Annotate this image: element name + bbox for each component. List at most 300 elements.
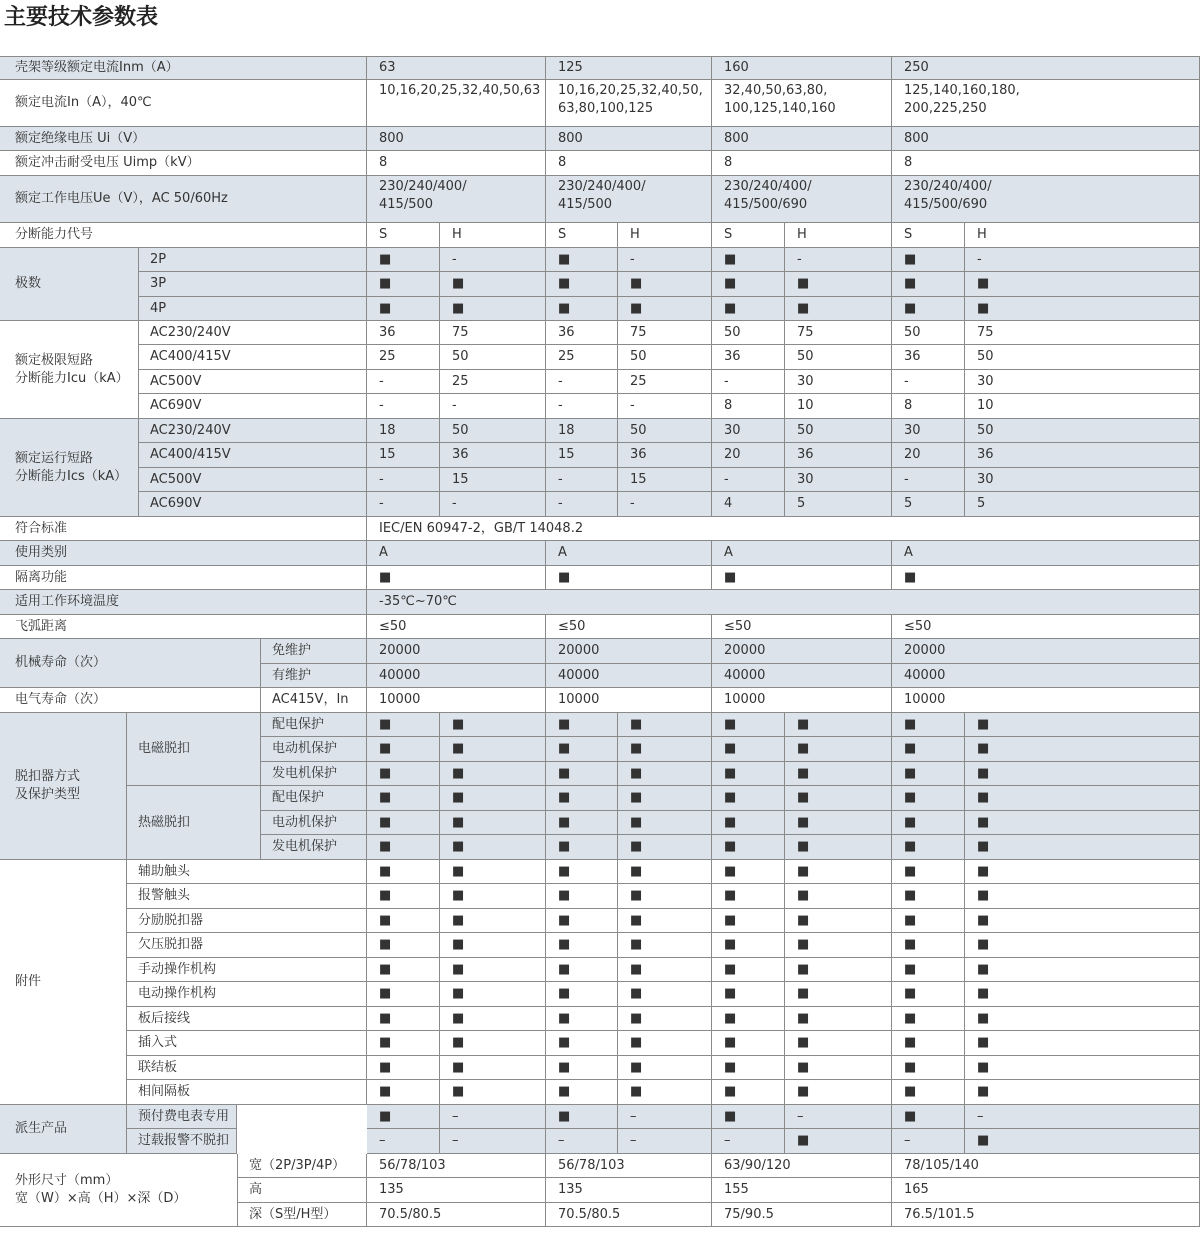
table-cell: 5 — [785, 492, 892, 517]
table-cell: ■ — [618, 297, 712, 321]
table-cell: ■ — [367, 713, 440, 737]
table-cell: S — [892, 223, 965, 248]
table-cell: ■ — [785, 713, 892, 737]
table-cell: ■ — [965, 1031, 1200, 1056]
table-cell: 10 — [785, 394, 892, 419]
table-cell: ■ — [892, 884, 965, 909]
row-label: 预付费电表专用 — [127, 1105, 237, 1129]
table-cell: ■ — [892, 248, 965, 272]
table-cell: 25 — [618, 370, 712, 394]
table-cell: ■ — [367, 1105, 440, 1129]
table-cell: 125 — [546, 56, 712, 80]
table-cell: ■ — [546, 933, 618, 958]
table-cell: - — [892, 370, 965, 394]
table-cell: ■ — [618, 958, 712, 982]
table-cell: IEC/EN 60947-2，GB/T 14048.2 — [367, 517, 1200, 541]
table-cell: ■ — [965, 713, 1200, 737]
table-cell: ■ — [892, 811, 965, 835]
table-cell: 135 — [367, 1178, 546, 1203]
table-cell: ■ — [712, 860, 785, 884]
table-cell: 63 — [367, 56, 546, 80]
row-label: 机械寿命（次） — [0, 639, 261, 688]
table-cell: ■ — [892, 933, 965, 958]
table-cell: – — [892, 1129, 965, 1154]
table-cell: H — [785, 223, 892, 248]
table-cell: ■ — [618, 737, 712, 762]
table-cell: ■ — [546, 737, 618, 762]
table-cell: 15 — [618, 468, 712, 492]
row-label: 派生产品 — [0, 1105, 127, 1154]
table-cell: 36 — [546, 321, 618, 345]
table-cell: 8 — [892, 151, 1200, 176]
table-cell: 30 — [785, 370, 892, 394]
table-cell: ■ — [440, 272, 546, 297]
table-cell: ■ — [712, 811, 785, 835]
table-cell: ■ — [965, 1007, 1200, 1031]
table-cell: ■ — [712, 762, 785, 786]
table-cell: ■ — [965, 272, 1200, 297]
table-cell: ■ — [892, 909, 965, 933]
row-label: 2P — [139, 248, 367, 272]
table-cell: - — [546, 370, 618, 394]
table-cell: ■ — [546, 1080, 618, 1105]
table-cell: ■ — [367, 297, 440, 321]
table-cell: 36 — [965, 443, 1200, 468]
table-cell: 10,16,20,25,32,40,50, 63,80,100,125 — [546, 80, 712, 127]
row-label: 热磁脱扣 — [127, 786, 261, 860]
row-label: 相间隔板 — [127, 1080, 367, 1105]
row-label: 符合标准 — [0, 517, 367, 541]
row-label: 脱扣器方式 及保护类型 — [0, 713, 127, 860]
row-label: 极数 — [0, 248, 139, 321]
table-cell: 230/240/400/ 415/500 — [367, 176, 546, 223]
table-cell: ■ — [785, 884, 892, 909]
table-cell: ■ — [440, 1056, 546, 1080]
table-cell: - — [546, 468, 618, 492]
table-cell: 800 — [712, 127, 892, 151]
table-cell: ■ — [367, 884, 440, 909]
row-label: 联结板 — [127, 1056, 367, 1080]
table-cell: – — [440, 1129, 546, 1154]
table-cell: ■ — [367, 566, 546, 590]
table-cell: ■ — [892, 1105, 965, 1129]
row-label: 免维护 — [261, 639, 367, 664]
table-cell: - — [965, 248, 1200, 272]
row-label: 分断能力代号 — [0, 223, 367, 248]
table-cell: 36 — [618, 443, 712, 468]
table-cell: ■ — [546, 272, 618, 297]
table-cell: ■ — [785, 1056, 892, 1080]
table-cell: – — [618, 1105, 712, 1129]
row-label: 欠压脱扣器 — [127, 933, 367, 958]
table-cell: ■ — [546, 786, 618, 811]
table-cell: H — [440, 223, 546, 248]
table-cell: ≤50 — [712, 615, 892, 639]
table-cell: 30 — [712, 419, 785, 443]
table-cell: ■ — [546, 860, 618, 884]
table-cell: ■ — [618, 713, 712, 737]
table-cell: ■ — [892, 1031, 965, 1056]
row-label: 插入式 — [127, 1031, 367, 1056]
row-label: 深（S型/H型） — [238, 1203, 367, 1227]
table-cell: ■ — [440, 835, 546, 860]
table-cell: 50 — [785, 419, 892, 443]
table-cell: ■ — [785, 835, 892, 860]
table-cell: ■ — [367, 786, 440, 811]
table-cell: ≤50 — [892, 615, 1200, 639]
table-cell: ■ — [965, 811, 1200, 835]
table-cell: - — [367, 394, 440, 419]
table-cell: ■ — [712, 1080, 785, 1105]
table-cell: ■ — [367, 248, 440, 272]
table-cell: ■ — [712, 1031, 785, 1056]
table-cell: ■ — [965, 860, 1200, 884]
table-cell: ■ — [892, 860, 965, 884]
table-cell: ■ — [546, 566, 712, 590]
table-cell: 20000 — [712, 639, 892, 664]
table-cell: ■ — [367, 1056, 440, 1080]
table-cell: ≤50 — [546, 615, 712, 639]
table-cell: ■ — [785, 1129, 892, 1154]
row-label: 高 — [238, 1178, 367, 1203]
table-cell: ■ — [965, 933, 1200, 958]
table-cell: 75 — [785, 321, 892, 345]
table-cell: -35℃~70℃ — [367, 590, 1200, 615]
table-cell: – — [440, 1105, 546, 1129]
row-label: 电气寿命（次） — [0, 688, 261, 713]
table-cell: ■ — [965, 786, 1200, 811]
table-cell: 8 — [546, 151, 712, 176]
table-cell: A — [367, 541, 546, 566]
row-label: AC400/415V — [139, 345, 367, 370]
row-label: 电动操作机构 — [127, 982, 367, 1007]
table-cell: ■ — [892, 272, 965, 297]
table-cell: ■ — [367, 982, 440, 1007]
table-cell: ■ — [618, 811, 712, 835]
table-cell: 36 — [712, 345, 785, 370]
table-cell: ■ — [785, 933, 892, 958]
table-cell: ■ — [546, 762, 618, 786]
table-cell: 50 — [965, 419, 1200, 443]
table-cell: ■ — [618, 272, 712, 297]
row-label: 配电保护 — [261, 786, 367, 811]
table-cell: 50 — [965, 345, 1200, 370]
table-cell: S — [546, 223, 618, 248]
table-cell: ■ — [712, 835, 785, 860]
table-cell: – — [546, 1129, 618, 1154]
table-cell: ■ — [440, 786, 546, 811]
row-label: 额定电流In（A），40℃ — [0, 80, 367, 127]
table-cell: 30 — [965, 370, 1200, 394]
table-cell: - — [367, 468, 440, 492]
row-label: AC230/240V — [139, 321, 367, 345]
table-cell: ■ — [712, 297, 785, 321]
table-cell: 800 — [892, 127, 1200, 151]
table-cell: ■ — [892, 1007, 965, 1031]
table-cell: ■ — [712, 248, 785, 272]
table-cell: ■ — [546, 1105, 618, 1129]
table-cell: 25 — [546, 345, 618, 370]
table-cell: - — [712, 468, 785, 492]
table-cell: 5 — [892, 492, 965, 517]
table-cell: ■ — [712, 1007, 785, 1031]
table-cell: 155 — [712, 1178, 892, 1203]
table-cell: ■ — [785, 860, 892, 884]
table-cell: ■ — [965, 909, 1200, 933]
table-cell: ■ — [367, 860, 440, 884]
table-cell: ■ — [892, 297, 965, 321]
table-cell: – — [965, 1105, 1200, 1129]
table-cell: A — [546, 541, 712, 566]
row-label: 电动机保护 — [261, 737, 367, 762]
table-cell: ■ — [367, 1031, 440, 1056]
table-cell: ■ — [618, 982, 712, 1007]
table-cell: ■ — [965, 1080, 1200, 1105]
table-cell: ■ — [367, 1007, 440, 1031]
table-cell: ■ — [618, 786, 712, 811]
spec-table — [0, 56, 1200, 1233]
row-label: 壳架等级额定电流Inm（A） — [0, 56, 367, 80]
table-cell: ■ — [367, 762, 440, 786]
table-cell: ■ — [785, 909, 892, 933]
table-cell: 75 — [618, 321, 712, 345]
row-label: 有维护 — [261, 664, 367, 688]
table-cell: 76.5/101.5 — [892, 1203, 1200, 1227]
table-cell: – — [618, 1129, 712, 1154]
table-cell: ■ — [712, 1056, 785, 1080]
table-cell: - — [546, 492, 618, 517]
table-cell: 25 — [367, 345, 440, 370]
table-cell: ■ — [546, 982, 618, 1007]
table-cell: 8 — [712, 394, 785, 419]
row-label: AC230/240V — [139, 419, 367, 443]
table-cell: ■ — [440, 1080, 546, 1105]
table-cell: ■ — [618, 860, 712, 884]
table-cell: ■ — [618, 1007, 712, 1031]
table-cell: ■ — [785, 1080, 892, 1105]
table-cell: ■ — [712, 713, 785, 737]
table-cell: ■ — [440, 909, 546, 933]
table-cell: ■ — [785, 737, 892, 762]
table-cell: 10000 — [546, 688, 712, 713]
table-cell: ■ — [785, 982, 892, 1007]
table-cell: 63/90/120 — [712, 1154, 892, 1178]
table-cell: 165 — [892, 1178, 1200, 1203]
table-cell: - — [440, 492, 546, 517]
row-label: 宽（2P/3P/4P） — [238, 1154, 367, 1178]
table-cell: 50 — [712, 321, 785, 345]
table-cell: S — [712, 223, 785, 248]
table-cell: ■ — [965, 1129, 1200, 1154]
table-cell: A — [712, 541, 892, 566]
table-cell: 40000 — [546, 664, 712, 688]
table-cell: ■ — [367, 272, 440, 297]
table-cell: - — [440, 394, 546, 419]
row-label: AC415V，In — [261, 688, 367, 713]
table-cell: ■ — [712, 566, 892, 590]
table-cell: 15 — [367, 443, 440, 468]
table-cell: 36 — [785, 443, 892, 468]
table-cell: ■ — [712, 786, 785, 811]
table-cell: 30 — [965, 468, 1200, 492]
table-cell: 18 — [367, 419, 440, 443]
table-cell: ■ — [367, 909, 440, 933]
table-cell: ■ — [712, 958, 785, 982]
table-cell: 50 — [892, 321, 965, 345]
table-cell: ■ — [965, 982, 1200, 1007]
table-cell: 32,40,50,63,80, 100,125,140,160 — [712, 80, 892, 127]
table-cell: 10000 — [892, 688, 1200, 713]
table-cell: - — [618, 394, 712, 419]
table-cell: ■ — [367, 958, 440, 982]
row-label: 发电机保护 — [261, 762, 367, 786]
table-cell: 75 — [965, 321, 1200, 345]
table-cell: ■ — [618, 1056, 712, 1080]
table-cell: ■ — [712, 909, 785, 933]
row-label: AC400/415V — [139, 443, 367, 468]
table-cell: 36 — [440, 443, 546, 468]
table-cell: ■ — [785, 958, 892, 982]
table-cell: 5 — [965, 492, 1200, 517]
table-cell: ■ — [367, 835, 440, 860]
table-cell: ■ — [546, 811, 618, 835]
table-cell: ■ — [892, 786, 965, 811]
table-cell: ■ — [785, 762, 892, 786]
table-cell: 8 — [712, 151, 892, 176]
table-cell: ■ — [546, 835, 618, 860]
row-label: 手动操作机构 — [127, 958, 367, 982]
table-cell: ■ — [892, 737, 965, 762]
table-cell: ■ — [440, 958, 546, 982]
table-cell: ■ — [618, 884, 712, 909]
row-label: 额定运行短路 分断能力Ics（kA） — [0, 419, 139, 517]
row-label: 电动机保护 — [261, 811, 367, 835]
row-label: 附件 — [0, 860, 127, 1105]
table-cell: 40000 — [712, 664, 892, 688]
table-cell: 8 — [367, 151, 546, 176]
table-cell: 20 — [712, 443, 785, 468]
table-cell: - — [546, 394, 618, 419]
table-cell: 50 — [440, 419, 546, 443]
table-cell: ■ — [618, 933, 712, 958]
table-cell: ■ — [712, 737, 785, 762]
table-cell: - — [367, 492, 440, 517]
table-cell: ■ — [367, 737, 440, 762]
table-cell: 8 — [892, 394, 965, 419]
table-cell: 20 — [892, 443, 965, 468]
row-label: 飞弧距离 — [0, 615, 367, 639]
row-label: 4P — [139, 297, 367, 321]
table-cell: 50 — [618, 419, 712, 443]
table-cell: 230/240/400/ 415/500/690 — [892, 176, 1200, 223]
table-cell: ■ — [892, 835, 965, 860]
table-cell: ■ — [892, 566, 1200, 590]
table-cell: 135 — [546, 1178, 712, 1203]
table-cell: 800 — [546, 127, 712, 151]
table-cell: ■ — [618, 1031, 712, 1056]
table-cell: ■ — [618, 909, 712, 933]
table-cell: - — [618, 248, 712, 272]
table-cell: 230/240/400/ 415/500/690 — [712, 176, 892, 223]
table-cell: ■ — [712, 982, 785, 1007]
table-cell: ■ — [965, 835, 1200, 860]
table-cell: 78/105/140 — [892, 1154, 1200, 1178]
row-label: AC690V — [139, 492, 367, 517]
table-cell: 70.5/80.5 — [546, 1203, 712, 1227]
table-cell: 18 — [546, 419, 618, 443]
table-cell: ■ — [440, 1031, 546, 1056]
table-cell: ■ — [440, 297, 546, 321]
row-label: 3P — [139, 272, 367, 297]
table-cell: ■ — [785, 1007, 892, 1031]
table-cell: ■ — [965, 884, 1200, 909]
table-cell: ■ — [546, 958, 618, 982]
table-cell: - — [892, 468, 965, 492]
table-cell: ■ — [965, 737, 1200, 762]
table-cell: ■ — [892, 958, 965, 982]
table-cell: 70.5/80.5 — [367, 1203, 546, 1227]
row-label: 过载报警不脱扣 — [127, 1129, 237, 1154]
table-cell: ■ — [785, 786, 892, 811]
table-cell: ■ — [367, 811, 440, 835]
table-cell: H — [965, 223, 1200, 248]
row-label: 适用工作环境温度 — [0, 590, 367, 615]
table-cell: ■ — [785, 272, 892, 297]
row-label: 额定冲击耐受电压 Uimp（kV） — [0, 151, 367, 176]
row-label: 辅助触头 — [127, 860, 367, 884]
table-cell: ■ — [440, 982, 546, 1007]
row-label: 配电保护 — [261, 713, 367, 737]
table-cell: ■ — [440, 737, 546, 762]
table-cell: 50 — [618, 345, 712, 370]
table-cell: 250 — [892, 56, 1200, 80]
table-cell: 4 — [712, 492, 785, 517]
table-cell: ■ — [712, 272, 785, 297]
table-cell: 160 — [712, 56, 892, 80]
table-cell: S — [367, 223, 440, 248]
table-cell: 56/78/103 — [367, 1154, 546, 1178]
row-label: 隔离功能 — [0, 566, 367, 590]
table-cell: ≤50 — [367, 615, 546, 639]
table-cell: ■ — [712, 933, 785, 958]
table-cell: 10,16,20,25,32,40,50,63 — [367, 80, 546, 127]
table-cell: ■ — [440, 762, 546, 786]
page-title: 主要技术参数表 — [4, 5, 159, 30]
table-cell: ■ — [892, 762, 965, 786]
table-cell: 40000 — [367, 664, 546, 688]
table-cell: 30 — [785, 468, 892, 492]
row-label: AC500V — [139, 468, 367, 492]
table-cell: ■ — [712, 1105, 785, 1129]
table-cell: 10000 — [367, 688, 546, 713]
table-cell: ■ — [546, 1007, 618, 1031]
table-cell: ■ — [367, 1080, 440, 1105]
table-cell: ■ — [546, 248, 618, 272]
table-cell: ■ — [965, 297, 1200, 321]
table-cell: ■ — [440, 884, 546, 909]
table-cell: ■ — [440, 811, 546, 835]
row-label: 外形尺寸（mm） 宽（W）×高（H）×深（D） — [0, 1154, 238, 1227]
table-cell: ■ — [965, 1056, 1200, 1080]
table-cell: 50 — [440, 345, 546, 370]
row-label: AC500V — [139, 370, 367, 394]
table-cell: – — [367, 1129, 440, 1154]
table-cell: - — [440, 248, 546, 272]
table-cell: H — [618, 223, 712, 248]
table-cell: ■ — [892, 1080, 965, 1105]
table-cell: ■ — [440, 933, 546, 958]
row-label: 发电机保护 — [261, 835, 367, 860]
